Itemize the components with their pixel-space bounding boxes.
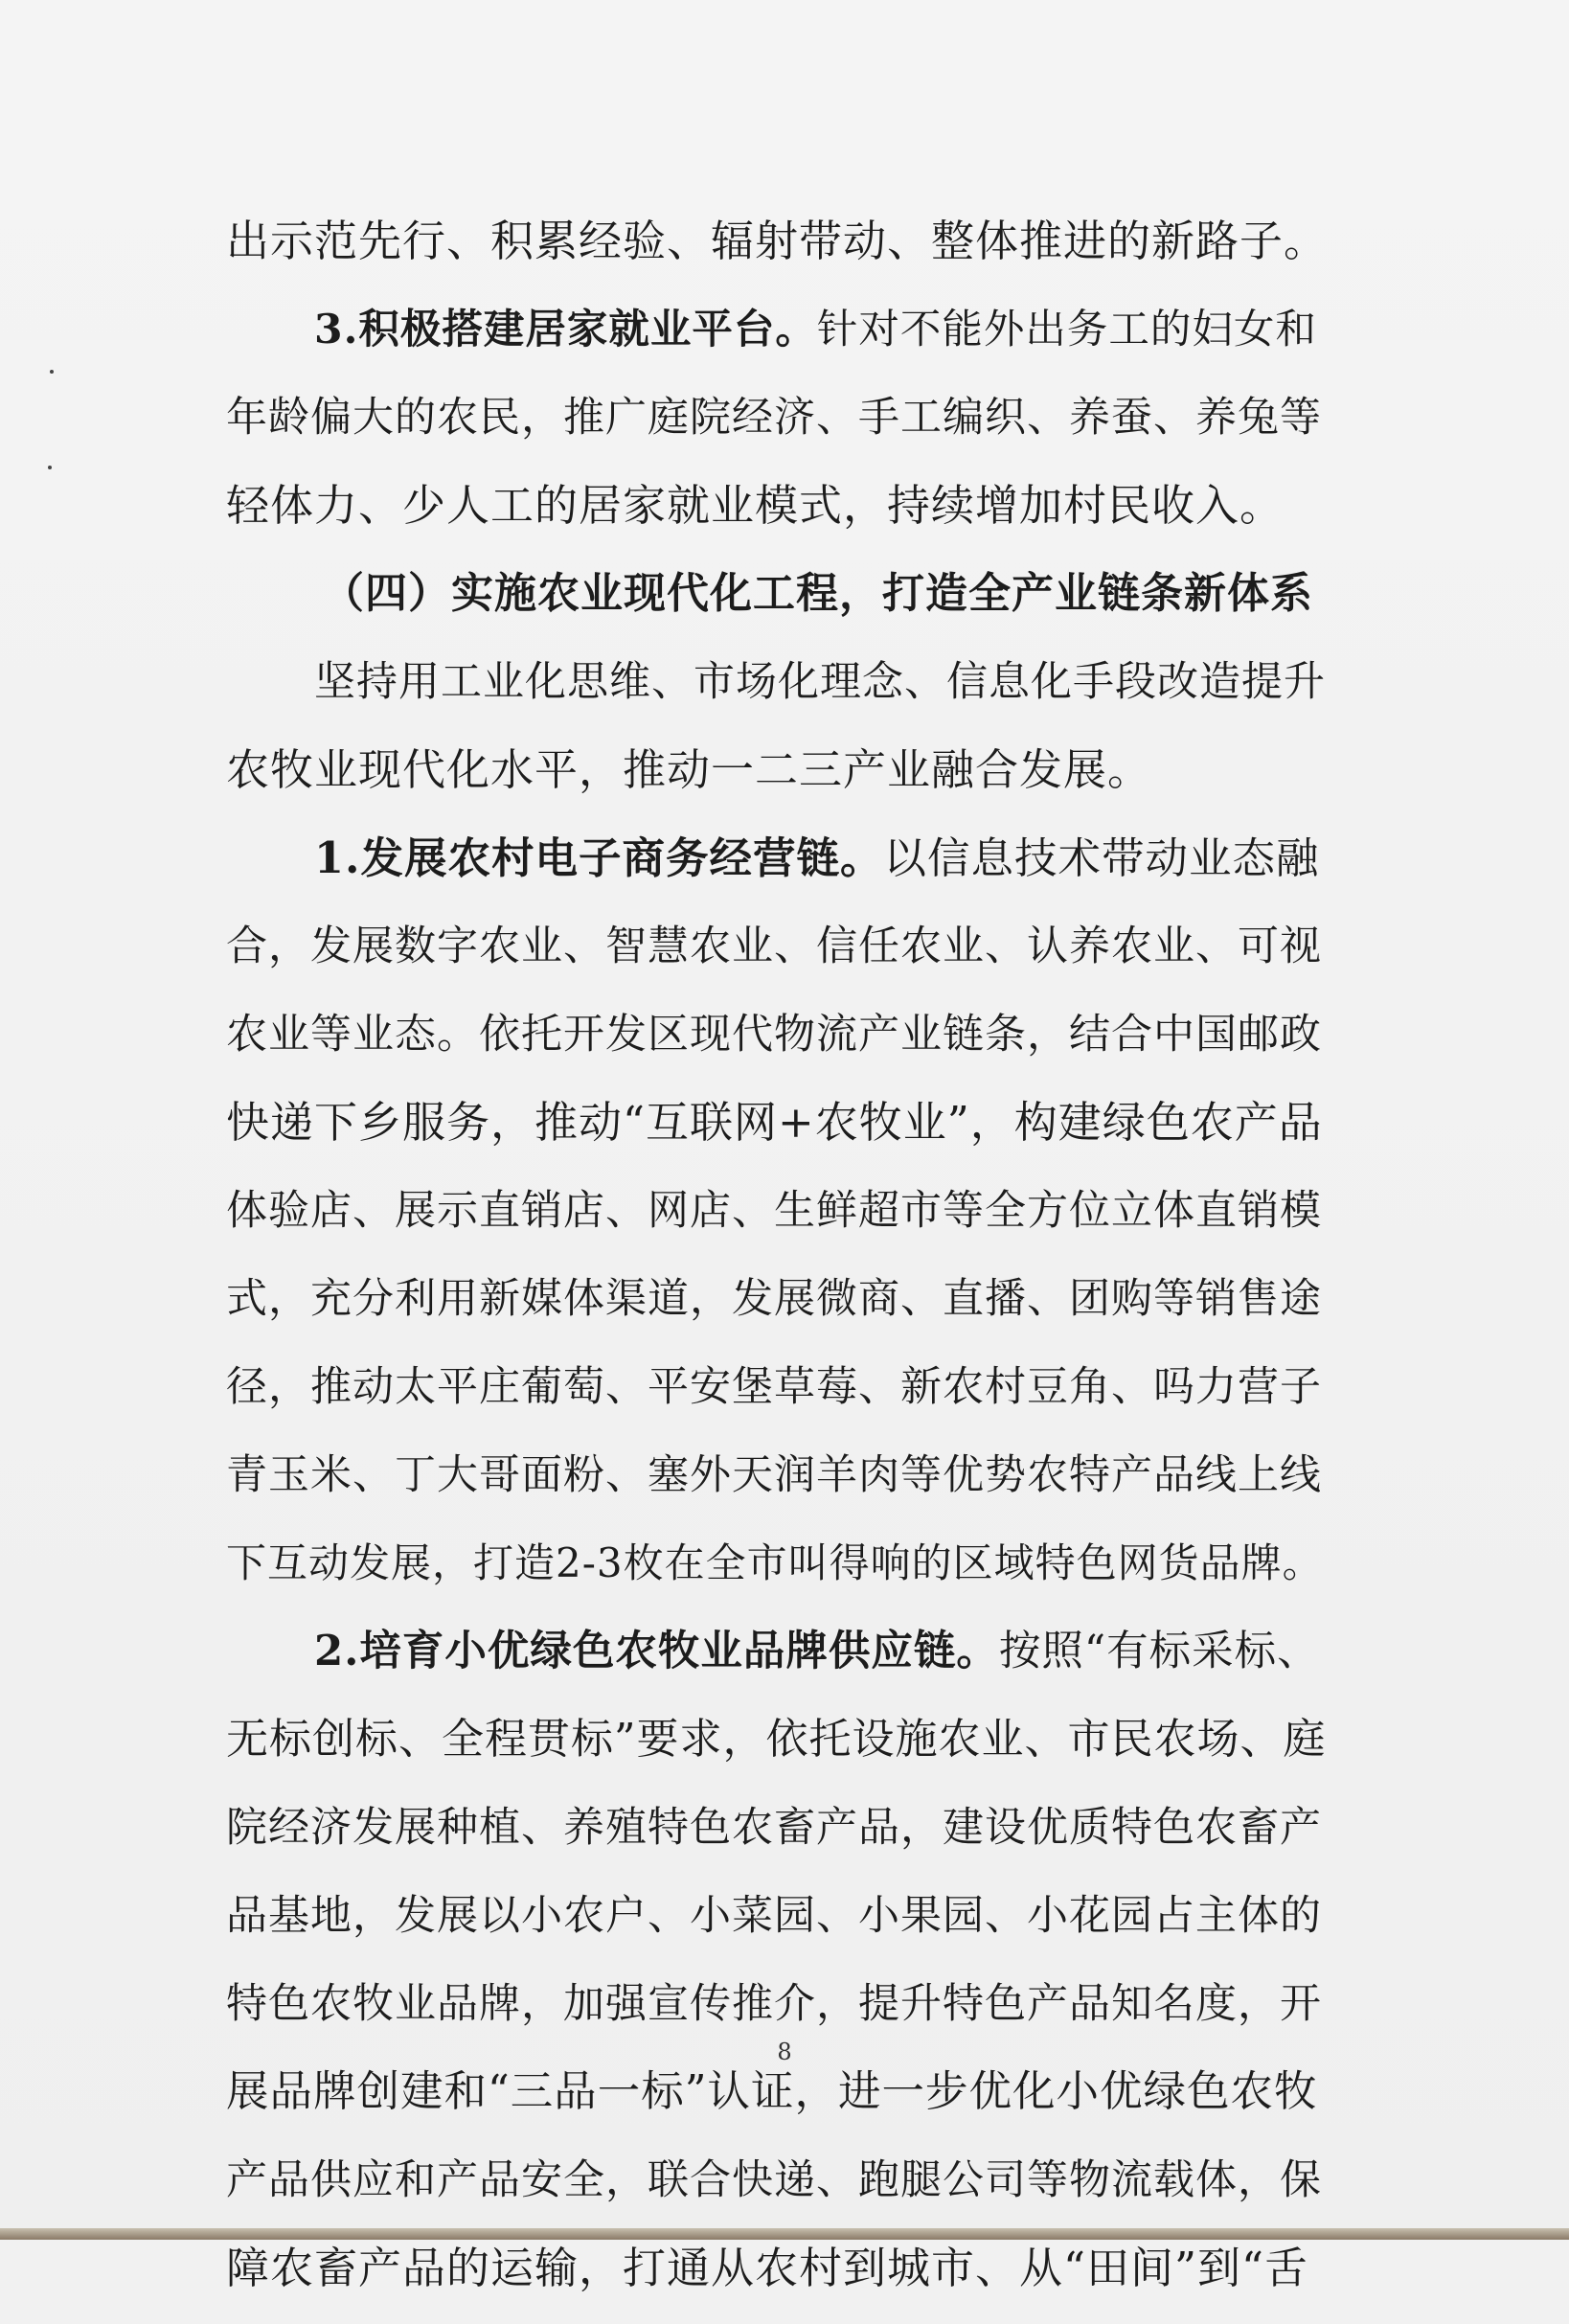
line-text: 按照“有标采标、	[998, 1628, 1320, 1675]
paragraph-line	[226, 1002, 1328, 1090]
line-text: 特色农牧业品牌，加强宣传推介，提升特色产品知名度，开	[226, 1980, 1322, 2028]
line-heading: 3.积极搭建居家就业平台。	[314, 306, 817, 353]
paragraph-line	[226, 1266, 1328, 1355]
line-text: 针对不能外出务工的妇女和	[816, 307, 1317, 353]
paragraph-line	[226, 1883, 1328, 1971]
line-heading: 2.培育小优绿色农牧业品牌供应链。	[314, 1627, 999, 1675]
line-text: 出示范先行、积累经验、辐射带动、整体推进的新路子。	[226, 216, 1329, 266]
line-text: 快递下乡服务，推动“互联网+农牧业”，构建绿色农产品	[226, 1097, 1323, 1148]
paragraph-line	[226, 914, 1328, 1002]
line-text: 农业等业态。依托开发区现代物流产业链条，结合中国邮政	[226, 1011, 1322, 1059]
scan-bottom-edge	[0, 2228, 1569, 2240]
line-text: 年龄偏大的农民，推广庭院经济、手工编织、养蚕、养兔等	[226, 394, 1322, 442]
line-text: 轻体力、少人工的居家就业模式，持续增加村民收入。	[226, 480, 1285, 531]
line-text: 式，充分利用新媒体渠道，发展微商、直播、团购等销售途	[226, 1275, 1322, 1323]
section-title: （四）实施农业现代化工程，打造全产业链条新体系	[322, 569, 1313, 618]
paragraph-line	[226, 649, 1328, 738]
line-text: 产品供应和产品安全，联合快递、跑腿公司等物流载体，保	[226, 2156, 1322, 2204]
paragraph-line	[226, 738, 1328, 826]
line-text: 障农畜产品的运输，打通从农村到城市、从“田间”到“舌	[226, 2243, 1309, 2293]
paragraph-line	[226, 826, 1328, 914]
paragraph-line	[226, 1707, 1328, 1795]
page-number: 8	[777, 2039, 792, 2065]
paragraph-line	[226, 1531, 1328, 1619]
paragraph-line	[226, 209, 1328, 297]
line-text: 院经济发展种植、养殖特色农畜产品，建设优质特色农畜产	[226, 1804, 1322, 1852]
line-text: 以信息技术带动业态融	[883, 834, 1320, 883]
line-text: 展品牌创建和“三品一标”认证，进一步优化小优绿色农牧	[226, 2067, 1318, 2116]
paragraph-line	[226, 1355, 1328, 1443]
paragraph-line	[226, 2060, 1328, 2148]
scan-speck	[50, 370, 54, 374]
line-text: 品基地，发展以小农户、小菜园、小果园、小花园占主体的	[226, 1892, 1322, 1940]
paragraph-line	[226, 1178, 1328, 1266]
paragraph-line	[226, 2148, 1328, 2236]
paragraph-line	[226, 1795, 1328, 1883]
line-text: 径，推动太平庄葡萄、平安堡草莓、新农村豆角、吗力营子	[226, 1363, 1322, 1411]
line-text: 坚持用工业化思维、市场化理念、信息化手段改造提升	[314, 658, 1326, 706]
paragraph-line	[226, 2236, 1328, 2324]
line-text: 无标创标、全程贯标”要求，依托设施农业、市民农场、庭	[226, 1715, 1327, 1764]
paragraph-line	[226, 385, 1328, 473]
line-heading: 1.发展农村电子商务经营链。	[314, 833, 884, 883]
body-text	[226, 209, 1328, 2324]
line-text: 下互动发展，打造2-3枚在全市叫得响的区域特色网货品牌。	[226, 1539, 1324, 1586]
line-text: 体验店、展示直销店、网店、生鲜超市等全方位立体直销模	[226, 1187, 1322, 1235]
scan-speck	[48, 466, 52, 469]
line-text: 合，发展数字农业、智慧农业、信任农业、认养农业、可视	[226, 923, 1322, 970]
section-heading	[226, 561, 1328, 649]
paragraph-line	[226, 473, 1328, 561]
line-text: 青玉米、丁大哥面粉、塞外天润羊肉等优势农特产品线上线	[226, 1451, 1322, 1499]
paragraph-line	[226, 1090, 1328, 1178]
paragraph-line	[226, 297, 1328, 385]
line-text: 农牧业现代化水平，推动一二三产业融合发展。	[226, 744, 1152, 795]
paragraph-line	[226, 1443, 1328, 1531]
paragraph-line	[226, 1619, 1328, 1707]
